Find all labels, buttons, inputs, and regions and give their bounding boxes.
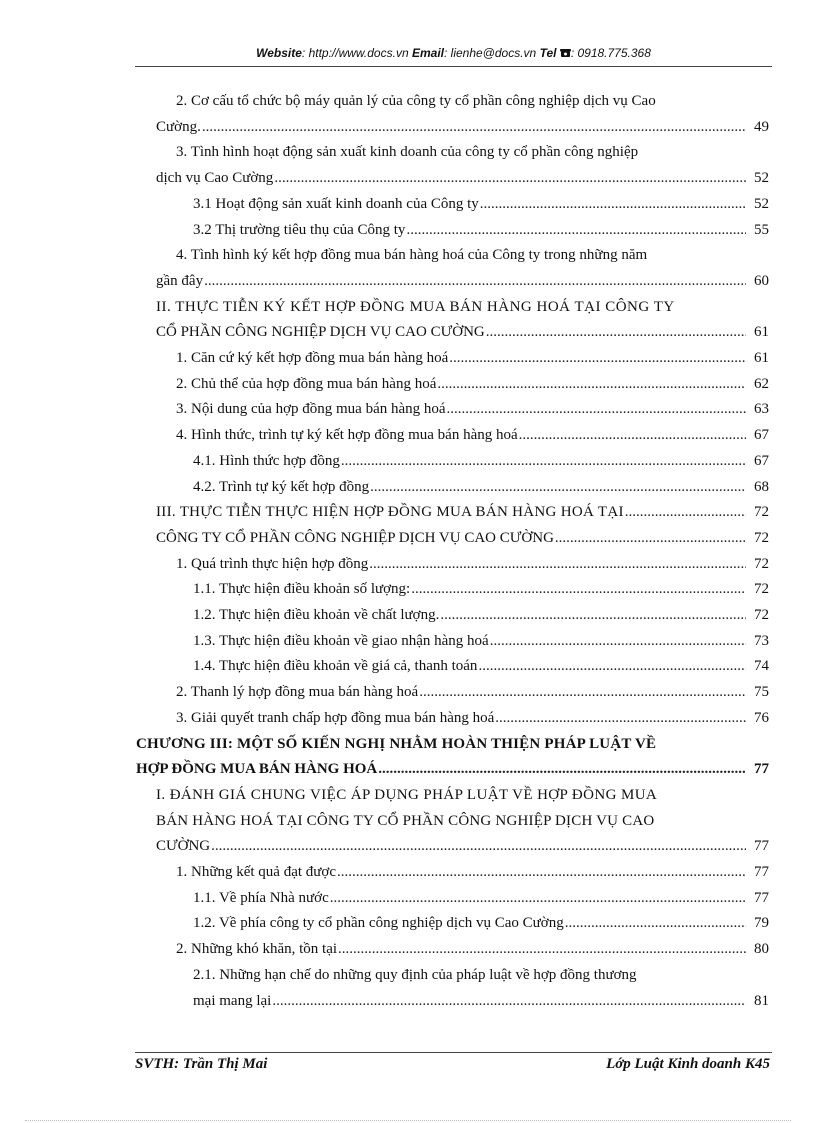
toc-page-number: 52 [754,170,769,187]
dot-leader [341,448,746,474]
toc-page-number: 49 [754,118,769,135]
tel-label: Tel [539,46,557,60]
toc-page-number: 77 [754,889,769,906]
toc-page-number: 52 [754,195,769,212]
toc-entry-text: III. THỰC TIỄN THỰC HIỆN HỢP ĐỒNG MUA BÁN HÀNG HOÁ TẠI [156,504,624,521]
toc-page-number: 60 [754,272,769,289]
phone-number: : 0918.775.368 [570,46,651,60]
toc-page-number: 72 [754,607,769,623]
toc-row [0,782,816,808]
toc-entry-text: CỔ PHẦN CÔNG NGHIỆP DỊCH VỤ CAO CƯỜNG [156,324,485,341]
toc-entry-text: 1.3. Thực hiện điều khoản về giao nhận hàng hoá [193,632,489,649]
toc-row[interactable] [0,602,816,628]
toc-page-number: 76 [754,709,769,726]
toc-row [0,962,816,988]
toc-row[interactable] [0,448,816,474]
dot-leader [490,628,746,654]
dot-leader [272,988,746,1014]
toc-entry-text: 2.1. Những hạn chế do những quy định của pháp luật về hợp đồng thương [193,966,637,983]
toc-entry-text: 1.1. Về phía Nhà nước [193,889,329,906]
toc-row[interactable] [0,756,816,782]
dot-leader [378,756,746,782]
toc-row[interactable] [0,474,816,500]
toc-page-number: 55 [754,221,769,238]
dot-leader [211,833,746,859]
toc-page-number: 61 [754,350,769,366]
toc-page-number: 68 [754,478,769,495]
toc-page-number: 79 [754,915,769,932]
toc-row[interactable] [0,910,816,936]
toc-entry-text: 1.1. Thực hiện điều khoản số lượng: [193,581,411,598]
dot-leader [337,859,746,885]
toc-row[interactable] [0,422,816,448]
toc-row [0,808,816,834]
toc-entry-text: 3. Tình hình hoạt động sản xuất kinh doanh của công ty cổ phần công nghiệp [176,144,639,161]
page-break-line [25,1120,791,1121]
toc-entry-text: 2. Cơ cấu tổ chức bộ máy quản lý của công ty cổ phần công nghiệp dịch vụ Cao [176,93,656,109]
email-address[interactable]: : lienhe@docs.vn [443,46,537,60]
toc-entry-text: 2. Những khó khăn, tồn tại [176,941,338,958]
toc-entry-text: 1.2. Thực hiện điều khoản về chất lượng. [193,607,440,623]
toc-row[interactable] [0,371,816,397]
dot-leader [565,910,746,936]
dot-leader [555,525,746,551]
toc-row[interactable] [0,705,816,731]
toc-entry-text: CÔNG TY CỔ PHẦN CÔNG NGHIỆP DỊCH VỤ CAO CƯỜNG [156,529,554,546]
toc-entry-text: 1. Căn cứ ký kết hợp đồng mua bán hàng hoá [176,350,449,366]
telephone-icon [560,48,571,58]
dot-leader [370,474,746,500]
toc-row[interactable] [0,499,816,525]
toc-entry-text: 3. Giải quyết tranh chấp hợp đồng mua bán hàng hoá [176,709,495,726]
dot-leader [274,165,746,191]
toc-entry-text: 4.2. Trình tự ký kết hợp đồng [193,478,370,495]
toc-row[interactable] [0,268,816,294]
toc-page-number: 62 [754,375,769,392]
website-label: Website [256,46,302,60]
toc-row[interactable] [0,988,816,1014]
dot-leader [411,576,746,602]
toc-entry-text: 3.2 Thị trường tiêu thụ của Công ty [193,221,406,238]
toc-entry-text: CƯỜNG [156,838,211,855]
toc-row [0,294,816,320]
dot-leader [478,653,746,679]
toc-entry-text: 2. Chủ thể của hợp đồng mua bán hàng hoá [176,375,437,392]
toc-entry-text: 4. Hình thức, trình tự ký kết hợp đồng mua bán hàng hoá [176,427,518,444]
toc-entry-text: I. ĐÁNH GIÁ CHUNG VIỆC ÁP DỤNG PHÁP LUẬT VỀ HỢP ĐỒNG MUA [156,786,658,803]
toc-page-number: 72 [754,555,769,572]
toc-entry-text: gần đây [156,272,204,289]
toc-entry-text: dịch vụ Cao Cường [156,170,274,187]
toc-row [0,731,816,757]
toc-row[interactable] [0,165,816,191]
toc-row[interactable] [0,628,816,654]
toc-page-number: 73 [754,632,769,649]
dot-leader [204,268,746,294]
toc-row[interactable] [0,859,816,885]
toc-entry-text: 1.2. Về phía công ty cổ phần công nghiệp dịch vụ Cao Cường [193,915,564,932]
dot-leader [330,885,746,911]
toc-row[interactable] [0,551,816,577]
toc-page-number: 77 [754,864,769,880]
toc-entry-text: 2. Thanh lý hợp đồng mua bán hàng hoá [176,684,419,701]
toc-page-number: 75 [754,684,769,701]
toc-entry-text: 4. Tình hình ký kết hợp đồng mua bán hàng hoá của Công ty trong những năm [176,247,648,264]
toc-row[interactable] [0,525,816,551]
header-divider [135,66,772,67]
toc-entry-text: 3.1 Hoạt động sản xuất kinh doanh của Công ty [193,195,479,212]
toc-entry-text: 1. Quá trình thực hiện hợp đồng [176,555,369,572]
toc-chapter-heading: CHƯƠNG III: MỘT SỐ KIẾN NGHỊ NHẰM HOÀN THIỆN PHÁP LUẬT VỀ [136,735,657,752]
toc-page-number: 61 [754,324,769,341]
toc-chapter-heading: HỢP ĐỒNG MUA BÁN HÀNG HOÁ [136,761,378,778]
dot-leader [625,499,746,525]
footer-student-name: SVTH: Trần Thị Mai [135,1056,268,1072]
toc-row [0,88,816,114]
dot-leader [437,371,746,397]
toc-row[interactable] [0,679,816,705]
toc-page-number: 72 [754,581,769,598]
dot-leader [419,679,746,705]
toc-page-number: 81 [754,992,769,1009]
toc-entry-text: 4.1. Hình thức hợp đồng [193,452,340,469]
toc-row[interactable] [0,217,816,243]
toc-page-number: 77 [754,761,769,778]
toc-row[interactable] [0,653,816,679]
dot-leader [202,114,746,140]
toc-row[interactable] [0,319,816,345]
page-header [135,46,772,60]
toc-row[interactable] [0,396,816,422]
dot-leader [486,319,746,345]
toc-entry-text: 1. Những kết quả đạt được [176,864,336,880]
toc-page-number: 72 [754,504,769,521]
toc-row[interactable] [0,576,816,602]
toc-row[interactable] [0,114,816,140]
toc-row[interactable] [0,936,816,962]
toc-page-number: 74 [754,658,769,675]
footer-divider [135,1052,772,1053]
footer-class-name: Lớp Luật Kinh doanh K45 [606,1056,770,1072]
dot-leader [440,602,746,628]
toc-row [0,139,816,165]
dot-leader [338,936,746,962]
dot-leader [495,705,746,731]
dot-leader [447,396,746,422]
toc-entry-text: II. THỰC TIỄN KÝ KẾT HỢP ĐỒNG MUA BÁN HÀNG HOÁ TẠI CÔNG TY [156,298,675,315]
toc-entry-text: 1.4. Thực hiện điều khoản về giá cả, thanh toán [193,658,478,675]
toc-page-number: 80 [754,941,769,958]
toc-page-number: 77 [754,838,769,855]
toc-page-number: 67 [754,427,769,444]
toc-row[interactable] [0,833,816,859]
toc-row[interactable] [0,191,816,217]
toc-page-number: 63 [754,401,769,418]
toc-row[interactable] [0,345,816,371]
toc-row[interactable] [0,885,816,911]
dot-leader [480,191,746,217]
toc-entry-text: BÁN HÀNG HOÁ TẠI CÔNG TY CỔ PHẦN CÔNG NGHIỆP DỊCH VỤ CAO [156,812,655,829]
dot-leader [449,345,746,371]
website-url[interactable]: : http://www.docs.vn [301,46,409,60]
email-label: Email [411,46,444,60]
toc-page-number: 67 [754,452,769,469]
toc-row [0,242,816,268]
dot-leader [519,422,746,448]
dot-leader [369,551,746,577]
toc-entry-text: Cường. [156,118,201,135]
toc-entry-text: 3. Nội dung của hợp đồng mua bán hàng hoá [176,401,446,418]
toc-page-number: 72 [754,529,769,546]
dot-leader [406,217,746,243]
toc-entry-text: mại mang lại [193,992,272,1009]
